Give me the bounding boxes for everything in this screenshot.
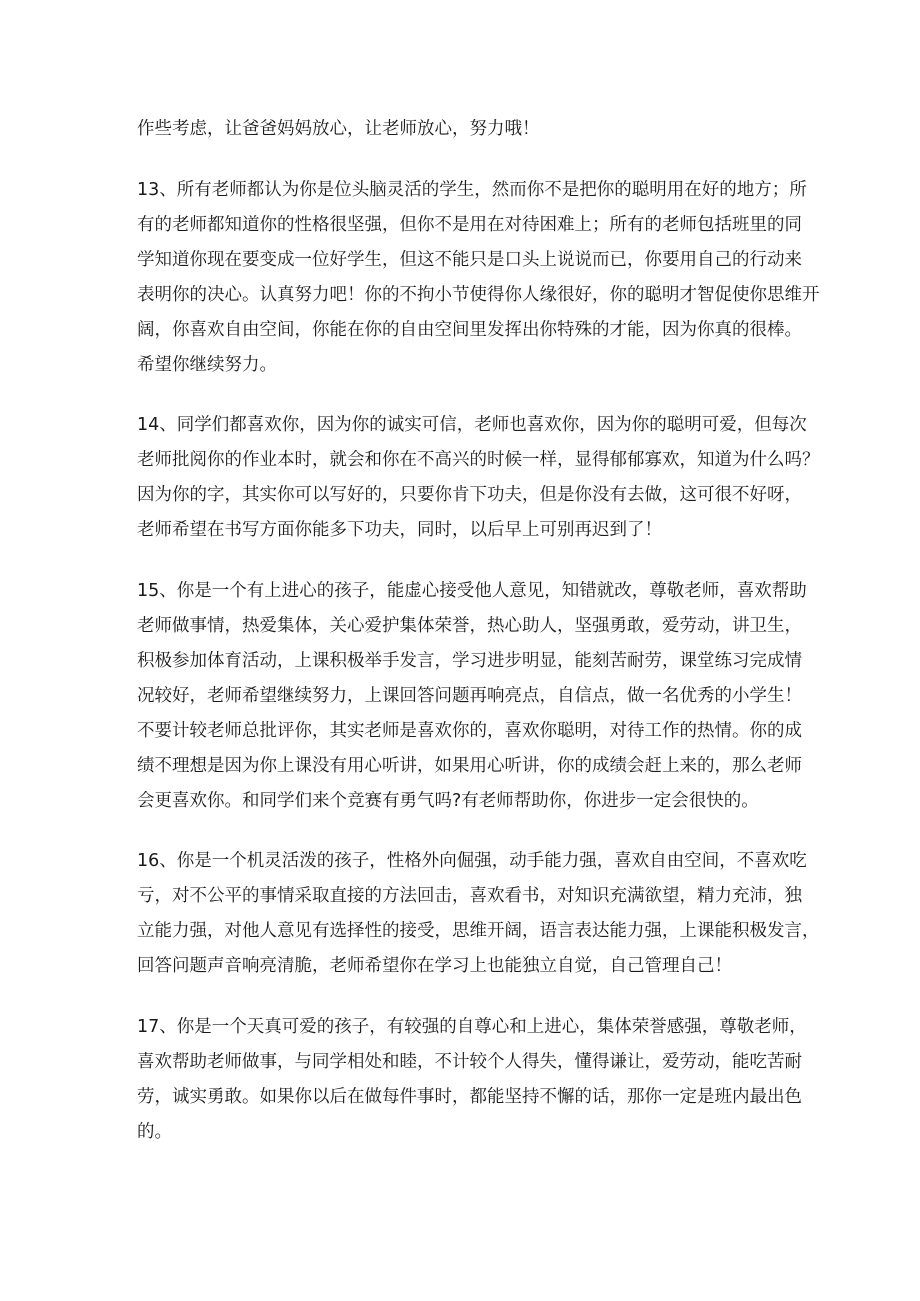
paragraph-14 (137, 408, 820, 548)
text-line: 况较好，老师希望继续努力，上课回答问题再响亮点，自信点，做一名优秀的小学生！ (137, 685, 802, 706)
document-body (137, 112, 820, 1150)
text-line: 的。 (137, 1121, 172, 1142)
text-line: 16、你是一个机灵活泼的孩子，性格外向倔强，动手能力强，喜欢自由空间，不喜欢吃 (137, 851, 807, 871)
text-line: 劳，诚实勇敢。如果你以后在做每件事时，都能坚持不懈的话，那你一定是班内最出色 (137, 1086, 802, 1107)
text-line: 15、你是一个有上进心的孩子，能虚心接受他人意见，知错就改，尊敬老师，喜欢帮助 (137, 580, 807, 601)
text-line: 会更喜欢你。和同学们来个竞赛有勇气吗?有老师帮助你，你进步一定会很快的。 (137, 790, 759, 811)
text-line: 不要计较老师总批评你，其实老师是喜欢你的，喜欢你聪明，对待工作的热情。你的成 (137, 720, 802, 741)
text-line: 作些考虑，让爸爸妈妈放心，让老师放心，努力哦！ (137, 119, 540, 139)
text-line: 老师批阅你的作业本时，就会和你在不高兴的时候一样，显得郁郁寡欢，知道为什么吗？ (137, 450, 820, 470)
text-line: 老师希望在书写方面你能多下功夫，同时，以后早上可别再迟到了！ (137, 520, 662, 540)
text-line: 回答问题声音响亮清脆，老师希望你在学习上也能独立自觉，自己管理自己！ (137, 956, 732, 976)
text-line: 希望你继续努力。 (137, 354, 277, 375)
text-line: 17、你是一个天真可爱的孩子，有较强的自尊心和上进心，集体荣誉感强，尊敬老师， (137, 1016, 807, 1037)
text-line: 积极参加体育活动，上课积极举手发言，学习进步明显，能刻苦耐劳，课堂练习完成情 (137, 650, 802, 671)
paragraph-13 (137, 173, 820, 383)
paragraph-16 (137, 844, 820, 984)
paragraph-continuation (137, 112, 797, 147)
text-line: 有的老师都知道你的性格很坚强，但你不是用在对待困难上；所有的老师包括班里的同 (137, 214, 802, 235)
text-line: 绩不理想是因为你上课没有用心听讲，如果用心听讲，你的成绩会赶上来的，那么老师 (137, 755, 802, 776)
text-line: 14、同学们都喜欢你，因为你的诚实可信，老师也喜欢你，因为你的聪明可爱，但每次 (137, 415, 807, 435)
text-line: 阔，你喜欢自由空间，你能在你的自由空间里发挥出你特殊的才能，因为你真的很棒。 (137, 319, 802, 340)
text-line: 老师做事情，热爱集体，关心爱护集体荣誉，热心助人，坚强勇敢，爱劳动，讲卫生， (137, 615, 802, 636)
text-line: 学知道你现在要变成一位好学生，但这不能只是口头上说说而已，你要用自己的行动来 (137, 249, 802, 270)
text-line: 13、所有老师都认为你是位头脑灵活的学生，然而你不是把你的聪明用在好的地方；所 (137, 179, 807, 200)
text-line: 立能力强，对他人意见有选择性的接受，思维开阔，语言表达能力强，上课能积极发言， (137, 921, 820, 941)
paragraph-17 (137, 1010, 807, 1150)
text-line: 喜欢帮助老师做事，与同学相处和睦，不计较个人得失，懂得谦让，爱劳动，能吃苦耐 (137, 1051, 802, 1072)
text-line: 因为你的字，其实你可以写好的，只要你肯下功夫，但是你没有去做，这可很不好呀， (137, 485, 802, 505)
paragraph-15 (137, 574, 807, 819)
text-line: 亏，对不公平的事情采取直接的方法回击，喜欢看书，对知识充满欲望，精力充沛，独 (137, 886, 802, 906)
text-line: 表明你的决心。认真努力吧！你的不拘小节使得你人缘很好，你的聪明才智促使你思维开 (137, 284, 820, 305)
